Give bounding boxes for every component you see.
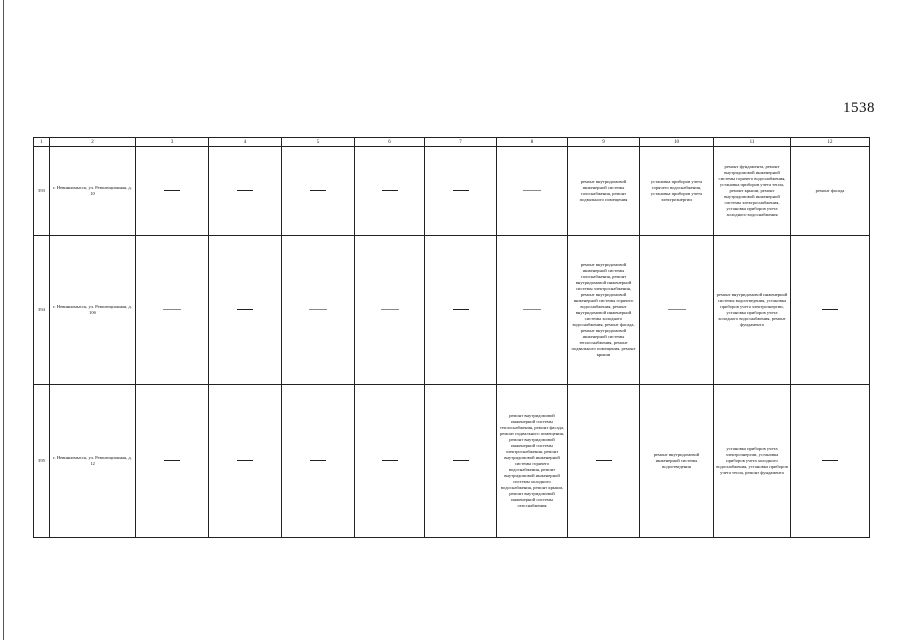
dash-mark — [310, 190, 326, 191]
repair-schedule-table — [33, 137, 870, 538]
column-header: 3 — [136, 138, 209, 147]
column-number-header-row — [34, 138, 870, 147]
dash-mark — [668, 309, 686, 310]
empty-cell — [282, 236, 355, 385]
empty-cell — [209, 236, 282, 385]
empty-cell — [497, 147, 568, 236]
empty-cell — [136, 385, 209, 538]
table-row — [34, 147, 870, 236]
dash-mark — [164, 190, 180, 191]
dash-mark — [237, 460, 253, 461]
empty-cell — [282, 147, 355, 236]
column-header: 12 — [791, 138, 870, 147]
empty-cell — [497, 236, 568, 385]
empty-cell — [136, 236, 209, 385]
table-row — [34, 385, 870, 538]
row-address: г. Невинномысск, ул. Революционная, д. 12 — [50, 385, 136, 538]
column-header: 4 — [209, 138, 282, 147]
empty-cell — [425, 236, 497, 385]
dash-mark — [237, 309, 253, 310]
dash-mark — [523, 190, 541, 191]
page-edge-line — [3, 0, 4, 640]
row-address: г. Невинномысск, ул. Революционная, д. 10б — [50, 236, 136, 385]
dash-mark — [523, 309, 541, 310]
column-header: 7 — [425, 138, 497, 147]
column-header: 10 — [640, 138, 714, 147]
page-number: 1538 — [843, 100, 875, 116]
empty-cell — [425, 385, 497, 538]
empty-cell — [209, 147, 282, 236]
column-header: 6 — [355, 138, 425, 147]
dash-mark — [237, 190, 253, 191]
empty-cell — [355, 385, 425, 538]
work-cell: ремонт фасада — [791, 147, 870, 236]
work-cell: ремонт внутридомовой инженерной системы водоотведения, установка приборов учета электроэнергии, установка приборов учета холодного водоснабжения, ремонт фундамента — [714, 236, 791, 385]
empty-cell — [355, 236, 425, 385]
table-row — [34, 236, 870, 385]
dash-mark — [382, 460, 398, 461]
work-cell: установка приборов учета электроэнергии, установка приборов учета холодного водоснабжения, установка приборов учета тепла, ремонт фундамента — [714, 385, 791, 538]
work-cell: ремонт внутридомовой инженерной системы теплоснабжения, ремонт фасада, ремонт подвального помещения, ремонт внутридомовой инженерной системы электроснабжения, ремонт внутридомовой инженерной системы горячего водоснабжения, ремонт внутридомовой инженерной системы холодного водоснабжения, ремонт крыши, ремонт внутридомовой инженерной системы газоснабжения — [497, 385, 568, 538]
column-header: 8 — [497, 138, 568, 147]
dash-mark — [164, 460, 180, 461]
dash-mark — [822, 460, 838, 461]
work-cell: ремонт внутридомовой инженерной системы газоснабжения, ремонт подвального помещения — [568, 147, 640, 236]
empty-cell — [136, 147, 209, 236]
row-number: 393 — [34, 147, 50, 236]
empty-cell — [791, 236, 870, 385]
work-cell: ремонт внутридомовой инженерной системы газоснабжения, ремонт внутридомовой инженерной системы электроснабжения, ремонт внутридомовой инженерной системы горячего водоснабжения, ремонт внутридомовой инженерной системы холодного водоснабжения, ремонт фасада, ремонт внутридомовой инженерной системы теплоснабжения, ремонт подвального помещения, ремонт крыши — [568, 236, 640, 385]
dash-mark — [453, 309, 469, 310]
dash-mark — [309, 309, 327, 310]
dash-mark — [822, 309, 838, 310]
empty-cell — [640, 236, 714, 385]
work-cell: ремонт фундамента, ремонт внутридомовой инженерной системы горячего водоснабжения, установка приборов учета тепла, ремонт крыши, ремонт внутридомовой инженерной системы электроснабжения, установка приборов учета холодного водоснабжения — [714, 147, 791, 236]
row-number: 395 — [34, 385, 50, 538]
dash-mark — [453, 190, 469, 191]
row-address: г. Невинномысск, ул. Революционная, д. 10 — [50, 147, 136, 236]
column-header: 5 — [282, 138, 355, 147]
dash-mark — [596, 460, 612, 461]
work-cell: ремонт внутридомовой инженерной системы водоотведения — [640, 385, 714, 538]
row-number: 394 — [34, 236, 50, 385]
dash-mark — [163, 309, 181, 310]
work-cell: установка приборов учета горячего водоснабжения, установка приборов учета электроэнергии — [640, 147, 714, 236]
empty-cell — [355, 147, 425, 236]
dash-mark — [310, 460, 326, 461]
empty-cell — [425, 147, 497, 236]
column-header: 1 — [34, 138, 50, 147]
empty-cell — [209, 385, 282, 538]
dash-mark — [381, 309, 399, 310]
column-header: 9 — [568, 138, 640, 147]
column-header: 11 — [714, 138, 791, 147]
column-header: 2 — [50, 138, 136, 147]
empty-cell — [568, 385, 640, 538]
empty-cell — [282, 385, 355, 538]
dash-mark — [453, 460, 469, 461]
dash-mark — [382, 190, 398, 191]
empty-cell — [791, 385, 870, 538]
